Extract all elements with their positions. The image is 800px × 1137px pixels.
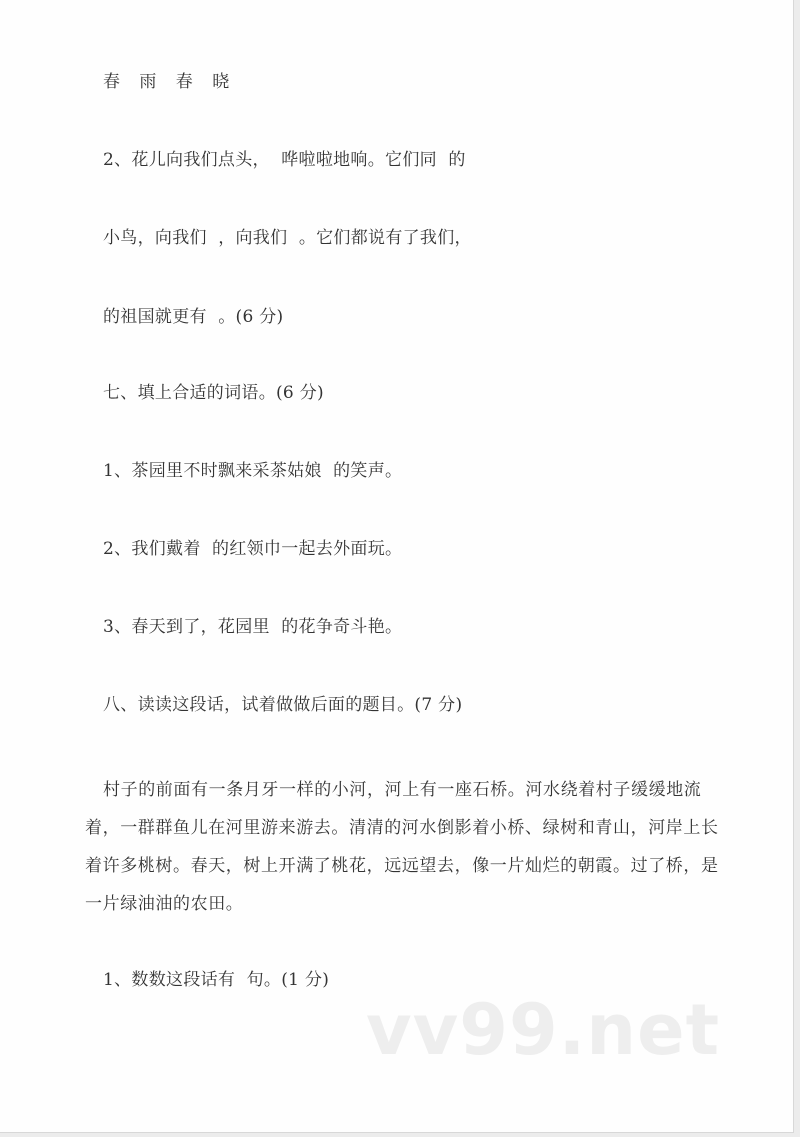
question-8-1: 1、数数这段话有 句。(1 分): [103, 970, 330, 990]
section-7-heading: 七、填上合适的词语。(6 分): [103, 383, 324, 403]
section-8-heading: 八、读读这段话，试着做做后面的题目。(7 分): [103, 695, 463, 715]
question-7-2: 2、我们戴着 的红领巾一起去外面玩。: [103, 539, 403, 559]
question-6-2-line-2: 小鸟，向我们 ，向我们 。它们都说有了我们，: [103, 228, 472, 248]
question-7-1: 1、茶园里不时飘来采茶姑娘 的笑声。: [103, 461, 403, 481]
question-7-3: 3、春天到了，花园里 的花争奇斗艳。: [103, 617, 403, 637]
watermark: vv99.net: [366, 989, 721, 1071]
question-6-2-line-1: 2、花儿向我们点头， 哗啦啦地响。它们同 的: [103, 150, 466, 170]
reading-passage: 村子的前面有一条月牙一样的小河，河上有一座石桥。河水绕着村子缓缓地流着，一群群鱼儿在河里游来游去。清清的河水倒影着小桥、绿树和青山，河岸上长着许多桃树。春天，树上开满了桃花，远远望去，像一片灿烂的朝霞。过了桥，是一片绿油油的农田。: [85, 780, 719, 914]
question-6-2-line-3: 的祖国就更有 。(6 分): [103, 307, 284, 327]
poem-titles: 春 雨 春 晓: [103, 72, 237, 92]
